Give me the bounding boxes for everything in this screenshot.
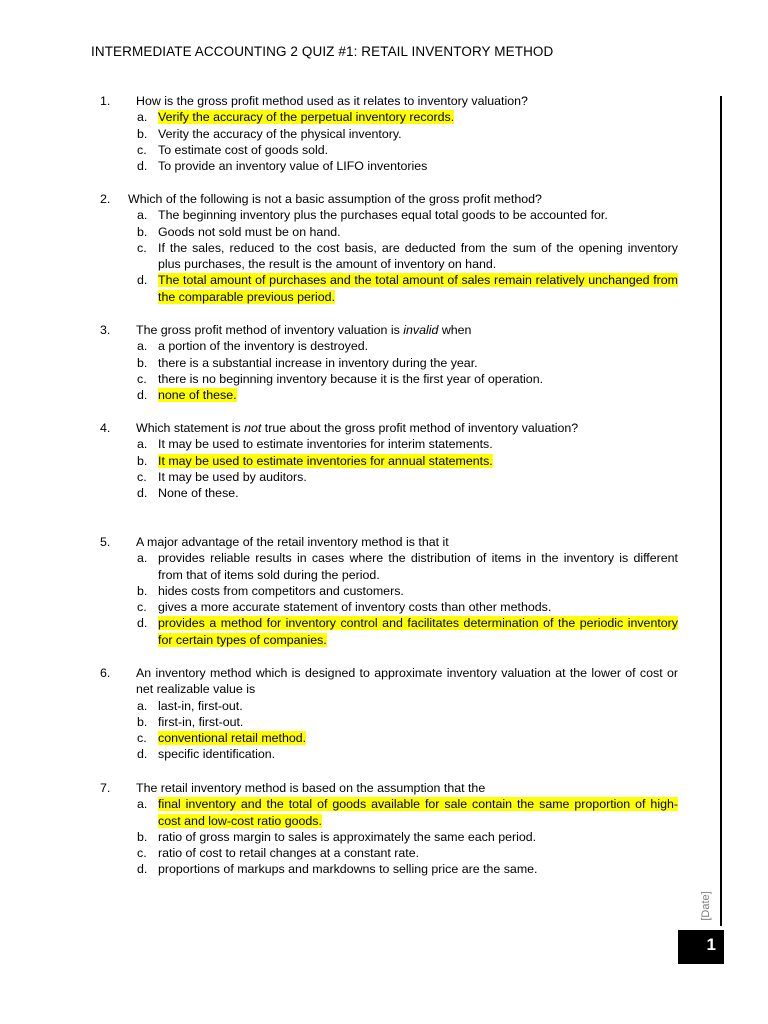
highlighted-answer: final inventory and the total of goods available for sale contain the same proportion of high-cost and low-cost ratio goods. (158, 797, 678, 828)
page-title: INTERMEDIATE ACCOUNTING 2 QUIZ #1: RETAIL INVENTORY METHOD (91, 44, 554, 59)
date-placeholder: [Date] (700, 891, 712, 921)
question-3 (100, 322, 678, 403)
highlighted-answer: The total amount of purchases and the total amount of sales remain relatively unchanged from the comparable previous period. (158, 273, 678, 304)
answer-option-b: b. ratio of gross margin to sales is approximately the same each period. (137, 829, 537, 844)
question-text: A major advantage of the retail inventory method is that it (136, 535, 449, 549)
answer-option-b: b. Goods not sold must be on hand. (137, 224, 341, 239)
question-stem (100, 191, 678, 207)
question-text: Which of the following is not a basic assumption of the gross profit method? (128, 192, 542, 206)
question-5 (100, 534, 678, 648)
margin-rule (720, 96, 722, 926)
question-text: Which statement is not true about the gross profit method of inventory valuation? (136, 421, 579, 435)
answer-option-d: d. To provide an inventory value of LIFO inventories (137, 159, 428, 174)
answer-option-d: d. None of these. (137, 486, 239, 501)
question-number: 3. (100, 323, 111, 337)
answer-option-d: d. none of these. (137, 388, 237, 403)
question-text: The gross profit method of inventory valuation is invalid when (136, 323, 472, 337)
question-stem (100, 534, 678, 550)
question-text: The retail inventory method is based on the assumption that the (136, 781, 486, 795)
highlighted-answer: none of these. (158, 388, 237, 403)
question-7 (100, 780, 678, 878)
answer-option-a: a. last-in, first-out. (137, 698, 243, 713)
answer-option-b: b. first-in, first-out. (137, 714, 244, 729)
question-text: An inventory method which is designed to approximate inventory valuation at the lower of cost or net realizable value is (136, 666, 678, 697)
question-4 (100, 420, 678, 501)
answer-option-a: a. Verify the accuracy of the perpetual inventory records. (137, 110, 455, 125)
answer-option-c: c. ratio of cost to retail changes at a constant rate. (137, 846, 420, 861)
answer-option-a: a. provides reliable results in cases where the distribution of items in the inventory is different from that of items sold during the period. (137, 551, 678, 582)
answer-option-d: d. provides a method for inventory control and facilitates determination of the periodic inventory for certain types of companies. (137, 616, 678, 647)
page-number-box (678, 930, 724, 964)
answer-option-b: b. hides costs from competitors and customers. (137, 583, 404, 598)
answer-option-a: a. The beginning inventory plus the purchases equal total goods to be accounted for. (137, 208, 608, 223)
highlighted-answer: provides a method for inventory control and facilitates determination of the periodic inventory for certain types of companies. (158, 616, 678, 647)
highlighted-answer: Verify the accuracy of the perpetual inventory records. (158, 110, 455, 125)
answer-option-c: c. If the sales, reduced to the cost basis, are deducted from the sum of the opening inventory plus purchases, the result is the amount of inventory on hand. (137, 240, 678, 272)
question-stem (100, 322, 678, 338)
question-stem (100, 93, 678, 109)
question-number: 5. (100, 535, 111, 549)
highlighted-answer: conventional retail method. (158, 731, 307, 746)
answer-option-c: c. there is no beginning inventory because it is the first year of operation. (137, 371, 544, 386)
answer-option-c: c. conventional retail method. (137, 731, 307, 746)
question-number: 2. (100, 192, 111, 206)
answer-option-d: d. specific identification. (137, 747, 276, 762)
question-text: How is the gross profit method used as it relates to inventory valuation? (136, 94, 528, 108)
page-number: 1 (706, 935, 716, 954)
question-stem (100, 780, 678, 796)
question-stem (100, 420, 678, 436)
question-number: 1. (100, 94, 111, 108)
answer-option-b: b. there is a substantial increase in inventory during the year. (137, 355, 478, 370)
answer-option-d: d. proportions of markups and markdowns to selling price are the same. (137, 862, 538, 877)
question-stem (100, 665, 678, 698)
answer-option-b: b. It may be used to estimate inventories for annual statements. (137, 453, 493, 468)
question-6 (100, 665, 678, 763)
answer-option-c: c. It may be used by auditors. (137, 469, 307, 484)
question-number: 7. (100, 781, 111, 795)
answer-option-a: a. final inventory and the total of goods available for sale contain the same proportion of high-cost and low-cost ratio goods. (137, 797, 678, 828)
answer-option-b: b. Verity the accuracy of the physical inventory. (137, 126, 402, 141)
answer-option-c: c. gives a more accurate statement of inventory costs than other methods. (137, 600, 552, 615)
answer-option-d: d. The total amount of purchases and the total amount of sales remain relatively unchanged from the comparable previous period. (137, 273, 678, 304)
answer-option-a: a. It may be used to estimate inventories for interim statements. (137, 437, 493, 452)
question-number: 4. (100, 421, 111, 435)
highlighted-answer: It may be used to estimate inventories for annual statements. (158, 453, 493, 468)
question-number: 6. (100, 666, 111, 680)
question-2 (100, 191, 678, 305)
question-1 (100, 93, 678, 174)
answer-option-a: a. a portion of the inventory is destroyed. (137, 339, 369, 354)
answer-option-c: c. To estimate cost of goods sold. (137, 142, 329, 157)
